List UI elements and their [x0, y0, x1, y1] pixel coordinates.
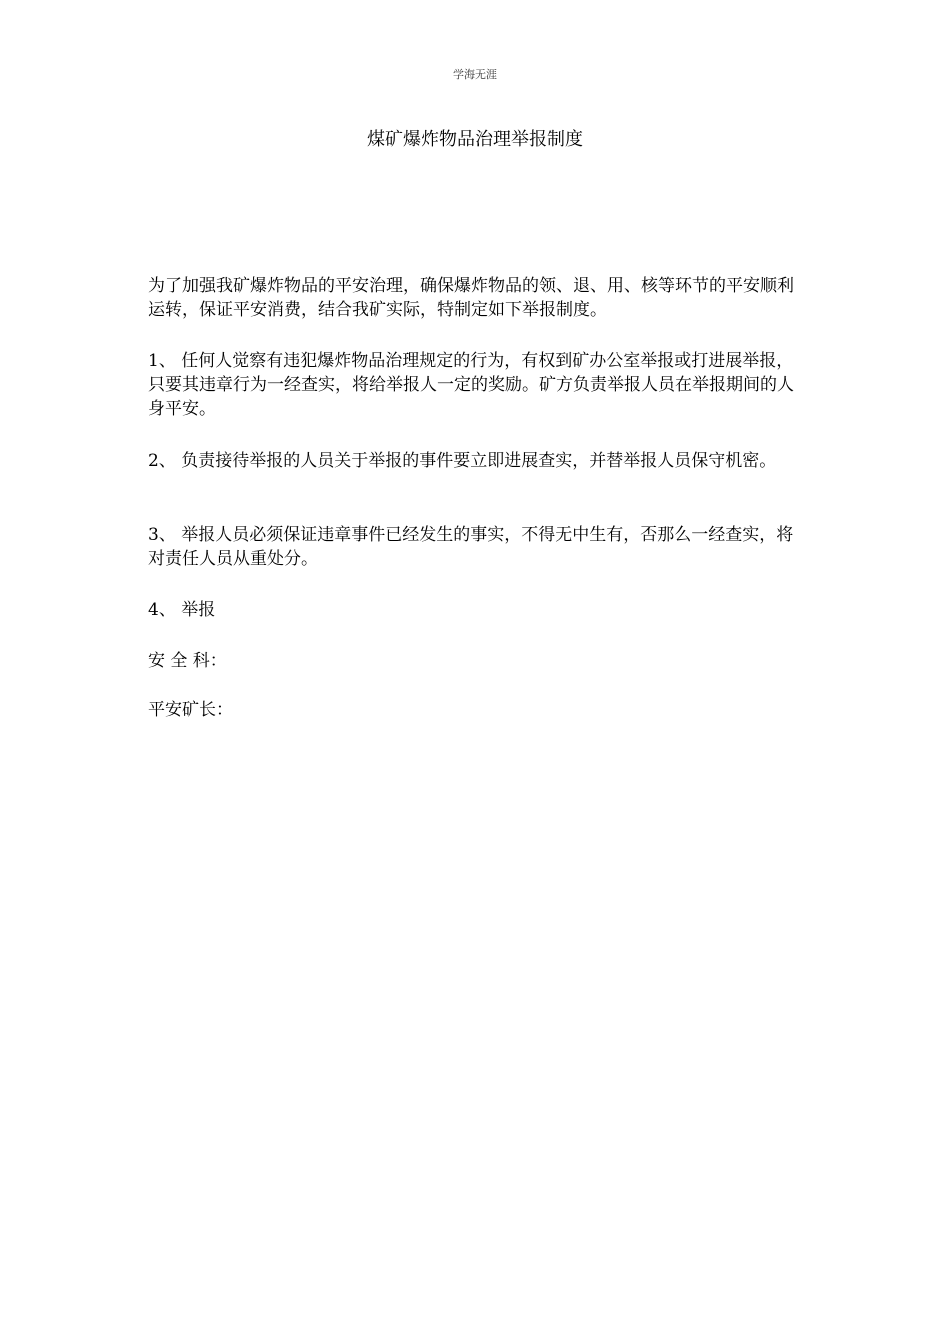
page-header: 学海无涯	[453, 68, 497, 81]
item-2-paragraph: 2、 负责接待举报的人员关于举报的事件要立即进展查实，并替举报人员保守机密。	[148, 451, 777, 471]
item-3-paragraph: 3、 举报人员必须保证违章事件已经发生的事实，不得无中生有，否那么一经查实，将对责任人员从重处分。	[148, 525, 794, 569]
safety-dept-signature: 安 全 科：	[148, 651, 227, 671]
intro-paragraph: 为了加强我矿爆炸物品的平安治理，确保爆炸物品的领、退、用、核等环节的平安顺利运转，保证平安消费，结合我矿实际，特制定如下举报制度。	[148, 276, 794, 320]
item-4-paragraph: 4、 举报	[148, 600, 216, 620]
item-1-paragraph: 1、 任何人觉察有违犯爆炸物品治理规定的行为，有权到矿办公室举报或打进展举报，只要其违章行为一经查实，将给举报人一定的奖励。矿方负责举报人员在举报期间的人身平安。	[148, 351, 794, 419]
document-title: 煤矿爆炸物品治理举报制度	[367, 129, 583, 150]
mine-director-signature: 平安矿长：	[148, 700, 233, 720]
